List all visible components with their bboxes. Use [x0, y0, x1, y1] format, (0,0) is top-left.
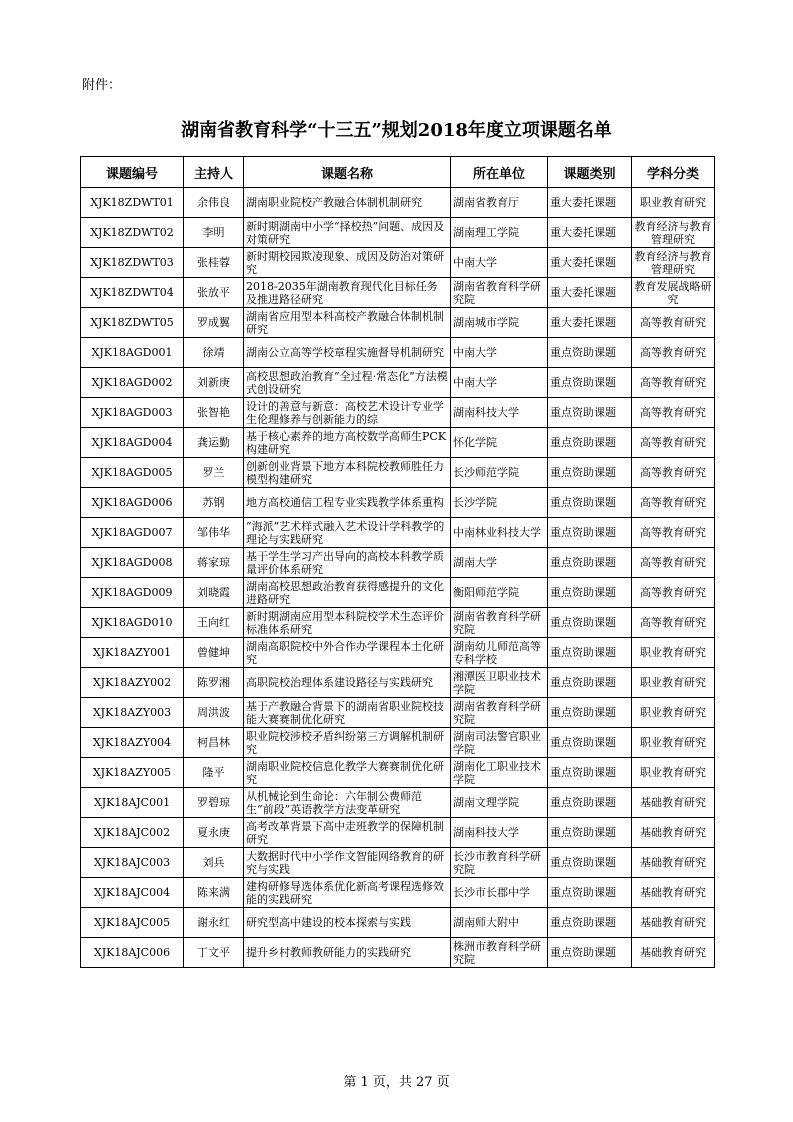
project-code: XJK18AGD009	[81, 578, 184, 608]
project-type: 重大委托课题	[548, 248, 632, 278]
project-name: 基于核心素养的地方高校数学高师生PCK构建研究	[244, 428, 451, 458]
project-name: 湖南高职院校中外合作办学课程本土化研究	[244, 638, 451, 668]
project-unit: 衡阳师范学院	[451, 578, 548, 608]
project-unit: 中南大学	[451, 338, 548, 368]
table-row	[81, 458, 715, 488]
project-subject: 高等教育研究	[632, 548, 715, 578]
project-subject: 职业教育研究	[632, 698, 715, 728]
project-type: 重点资助课题	[548, 758, 632, 788]
project-unit: 怀化学院	[451, 428, 548, 458]
project-name: 地方高校通信工程专业实践教学体系重构	[244, 488, 451, 518]
table-header-row	[81, 157, 715, 188]
project-type: 重大委托课题	[548, 308, 632, 338]
project-name: 新时期校园欺凌现象、成因及防治对策研究	[244, 248, 451, 278]
project-unit: 湖南理工学院	[451, 218, 548, 248]
project-code: XJK18ZDWT03	[81, 248, 184, 278]
project-subject: 高等教育研究	[632, 338, 715, 368]
project-host: 柯昌林	[184, 728, 244, 758]
project-unit: 湖南城市学院	[451, 308, 548, 338]
project-code: XJK18AGD008	[81, 548, 184, 578]
table-row	[81, 878, 715, 908]
header-host: 主持人	[184, 157, 244, 188]
project-unit: 湖南师大附中	[451, 908, 548, 938]
project-name: 基于学生学习产出导向的高校本科教学质量评价体系研究	[244, 548, 451, 578]
page-footer: 第 1 页，共 27 页	[343, 1075, 450, 1090]
project-host: 张桂蓉	[184, 248, 244, 278]
project-host: 隆平	[184, 758, 244, 788]
project-name: 创新创业背景下地方本科院校教师胜任力模型构建研究	[244, 458, 451, 488]
project-host: 曾健坤	[184, 638, 244, 668]
project-type: 重点资助课题	[548, 548, 632, 578]
project-code: XJK18AJC002	[81, 818, 184, 848]
project-name: 高考改革背景下高中走班教学的保障机制研究	[244, 818, 451, 848]
project-host: 夏永庚	[184, 818, 244, 848]
project-code: XJK18ZDWT01	[81, 188, 184, 218]
document-title: 湖南省教育科学“十三五”规划2018年度立项课题名单	[181, 120, 612, 141]
project-type: 重大委托课题	[548, 278, 632, 308]
project-unit: 湖南省教育科学研究院	[451, 608, 548, 638]
project-unit: 湖南司法警官职业学院	[451, 728, 548, 758]
project-unit: 长沙师范学院	[451, 458, 548, 488]
project-code: XJK18AGD002	[81, 368, 184, 398]
project-name: 从机械论到生命论：六年制公费师范生“前段”英语教学方法变革研究	[244, 788, 451, 818]
table-body	[81, 188, 715, 968]
project-name: 基于产教融合背景下的湖南省职业院校技能大赛赛制优化研究	[244, 698, 451, 728]
table-row	[81, 518, 715, 548]
project-name: 研究型高中建设的校本探索与实践	[244, 908, 451, 938]
project-type: 重点资助课题	[548, 938, 632, 968]
project-unit: 长沙市长郡中学	[451, 878, 548, 908]
project-subject: 高等教育研究	[632, 308, 715, 338]
project-code: XJK18AGD007	[81, 518, 184, 548]
table-row	[81, 218, 715, 248]
attachment-label: 附件：	[82, 78, 122, 93]
project-code: XJK18AJC001	[81, 788, 184, 818]
table-row	[81, 638, 715, 668]
table-row	[81, 788, 715, 818]
project-name: 湖南职业院校产教融合体制机制研究	[244, 188, 451, 218]
project-host: 陈来满	[184, 878, 244, 908]
project-subject: 教育发展战略研究	[632, 278, 715, 308]
project-host: 谢永红	[184, 908, 244, 938]
project-subject: 基础教育研究	[632, 788, 715, 818]
project-subject: 高等教育研究	[632, 488, 715, 518]
table-row	[81, 308, 715, 338]
project-type: 重点资助课题	[548, 728, 632, 758]
project-host: 罗兰	[184, 458, 244, 488]
project-subject: 高等教育研究	[632, 458, 715, 488]
project-name: 湖南职业院校信息化教学大赛赛制优化研究	[244, 758, 451, 788]
project-subject: 基础教育研究	[632, 908, 715, 938]
table-row	[81, 338, 715, 368]
project-subject: 职业教育研究	[632, 668, 715, 698]
project-host: 刘兵	[184, 848, 244, 878]
project-unit: 株洲市教育科学研究院	[451, 938, 548, 968]
header-name: 课题名称	[244, 157, 451, 188]
project-name: 新时期湖南应用型本科院校学术生态评价标准体系研究	[244, 608, 451, 638]
project-host: 刘新庚	[184, 368, 244, 398]
project-subject: 职业教育研究	[632, 728, 715, 758]
project-table	[80, 156, 715, 968]
project-type: 重点资助课题	[548, 428, 632, 458]
project-subject: 高等教育研究	[632, 518, 715, 548]
project-name: 大数据时代中小学作文智能网络教育的研究与实践	[244, 848, 451, 878]
table-row	[81, 608, 715, 638]
project-host: 李明	[184, 218, 244, 248]
project-name: 设计的善意与新意：高校艺术设计专业学生伦理修养与创新能力的综	[244, 398, 451, 428]
project-type: 重点资助课题	[548, 368, 632, 398]
project-host: 王向红	[184, 608, 244, 638]
project-type: 重点资助课题	[548, 638, 632, 668]
project-code: XJK18AJC004	[81, 878, 184, 908]
project-subject: 高等教育研究	[632, 578, 715, 608]
project-unit: 长沙市教育科学研究院	[451, 848, 548, 878]
project-unit: 湖南科技大学	[451, 398, 548, 428]
table-row	[81, 398, 715, 428]
project-code: XJK18AGD003	[81, 398, 184, 428]
project-host: 徐靖	[184, 338, 244, 368]
project-code: XJK18ZDWT05	[81, 308, 184, 338]
table-row	[81, 548, 715, 578]
table-row	[81, 668, 715, 698]
project-subject: 职业教育研究	[632, 758, 715, 788]
project-type: 重点资助课题	[548, 848, 632, 878]
project-subject: 高等教育研究	[632, 398, 715, 428]
project-unit: 湖南化工职业技术学院	[451, 758, 548, 788]
table-row	[81, 488, 715, 518]
project-host: 罗成翼	[184, 308, 244, 338]
project-subject: 高等教育研究	[632, 608, 715, 638]
project-host: 张放平	[184, 278, 244, 308]
project-host: 丁文平	[184, 938, 244, 968]
project-name: “海派”艺术样式融入艺术设计学科教学的理论与实践研究	[244, 518, 451, 548]
project-type: 重点资助课题	[548, 878, 632, 908]
header-subject: 学科分类	[632, 157, 715, 188]
project-subject: 高等教育研究	[632, 368, 715, 398]
project-code: XJK18AGD010	[81, 608, 184, 638]
project-name: 湖南公立高等学校章程实施督导机制研究	[244, 338, 451, 368]
project-name: 高职院校治理体系建设路径与实践研究	[244, 668, 451, 698]
project-code: XJK18AJC005	[81, 908, 184, 938]
project-code: XJK18AZY005	[81, 758, 184, 788]
table-row	[81, 248, 715, 278]
project-type: 重点资助课题	[548, 458, 632, 488]
project-unit: 湖南幼儿师范高等专科学校	[451, 638, 548, 668]
project-unit: 湖南省教育厅	[451, 188, 548, 218]
project-host: 龚运勤	[184, 428, 244, 458]
project-unit: 长沙学院	[451, 488, 548, 518]
table-row	[81, 368, 715, 398]
project-name: 湖南省应用型本科高校产教融合体制机制研究	[244, 308, 451, 338]
project-host: 余伟良	[184, 188, 244, 218]
project-unit: 湖南科技大学	[451, 818, 548, 848]
project-unit: 中南大学	[451, 368, 548, 398]
project-host: 陈罗湘	[184, 668, 244, 698]
project-unit: 湖南文理学院	[451, 788, 548, 818]
project-code: XJK18AZY002	[81, 668, 184, 698]
project-name: 职业院校涉校矛盾纠纷第三方调解机制研究	[244, 728, 451, 758]
project-name: 2018-2035年湖南教育现代化目标任务及推进路径研究	[244, 278, 451, 308]
table-row	[81, 938, 715, 968]
project-host: 邹伟华	[184, 518, 244, 548]
project-subject: 教育经济与教育管理研究	[632, 248, 715, 278]
project-code: XJK18ZDWT02	[81, 218, 184, 248]
table-row	[81, 728, 715, 758]
project-name: 新时期湖南中小学“择校热”问题、成因及对策研究	[244, 218, 451, 248]
header-type: 课题类别	[548, 157, 632, 188]
project-subject: 基础教育研究	[632, 878, 715, 908]
project-unit: 湖南大学	[451, 548, 548, 578]
header-code: 课题编号	[81, 157, 184, 188]
table-row	[81, 278, 715, 308]
table-row	[81, 578, 715, 608]
project-code: XJK18AGD005	[81, 458, 184, 488]
project-unit: 湖南省教育科学研究院	[451, 278, 548, 308]
project-name: 提升乡村教师教研能力的实践研究	[244, 938, 451, 968]
table-row	[81, 818, 715, 848]
project-subject: 基础教育研究	[632, 938, 715, 968]
project-subject: 教育经济与教育管理研究	[632, 218, 715, 248]
project-code: XJK18AJC003	[81, 848, 184, 878]
table-row	[81, 428, 715, 458]
project-subject: 基础教育研究	[632, 818, 715, 848]
project-code: XJK18AGD004	[81, 428, 184, 458]
project-code: XJK18AGD001	[81, 338, 184, 368]
project-code: XJK18AGD006	[81, 488, 184, 518]
project-type: 重点资助课题	[548, 668, 632, 698]
project-host: 周洪波	[184, 698, 244, 728]
project-type: 重点资助课题	[548, 488, 632, 518]
project-code: XJK18AZY003	[81, 698, 184, 728]
project-type: 重点资助课题	[548, 788, 632, 818]
project-name: 高校思想政治教育“全过程·常态化”方法模式创设研究	[244, 368, 451, 398]
project-host: 刘晓霞	[184, 578, 244, 608]
project-type: 重点资助课题	[548, 518, 632, 548]
table-row	[81, 698, 715, 728]
header-unit: 所在单位	[451, 157, 548, 188]
project-host: 苏钢	[184, 488, 244, 518]
table-row	[81, 908, 715, 938]
project-type: 重点资助课题	[548, 578, 632, 608]
project-type: 重点资助课题	[548, 398, 632, 428]
project-type: 重点资助课题	[548, 698, 632, 728]
project-name: 湖南高校思想政治教育获得感提升的文化进路研究	[244, 578, 451, 608]
project-host: 蒋家琼	[184, 548, 244, 578]
project-code: XJK18ZDWT04	[81, 278, 184, 308]
project-code: XJK18AJC006	[81, 938, 184, 968]
project-host: 张智艳	[184, 398, 244, 428]
project-unit: 中南大学	[451, 248, 548, 278]
table-row	[81, 188, 715, 218]
project-type: 重点资助课题	[548, 908, 632, 938]
project-name: 建构研修导选体系优化新高考课程选修效能的实践研究	[244, 878, 451, 908]
project-code: XJK18AZY001	[81, 638, 184, 668]
project-subject: 职业教育研究	[632, 188, 715, 218]
project-subject: 高等教育研究	[632, 428, 715, 458]
project-type: 重点资助课题	[548, 338, 632, 368]
project-type: 重点资助课题	[548, 818, 632, 848]
project-subject: 基础教育研究	[632, 848, 715, 878]
project-type: 重点资助课题	[548, 608, 632, 638]
project-unit: 中南林业科技大学	[451, 518, 548, 548]
project-code: XJK18AZY004	[81, 728, 184, 758]
project-type: 重大委托课题	[548, 218, 632, 248]
table-row	[81, 848, 715, 878]
project-unit: 湖南省教育科学研究院	[451, 698, 548, 728]
table-row	[81, 758, 715, 788]
project-subject: 职业教育研究	[632, 638, 715, 668]
project-host: 罗碧琼	[184, 788, 244, 818]
project-unit: 湘潭医卫职业技术学院	[451, 668, 548, 698]
project-type: 重大委托课题	[548, 188, 632, 218]
